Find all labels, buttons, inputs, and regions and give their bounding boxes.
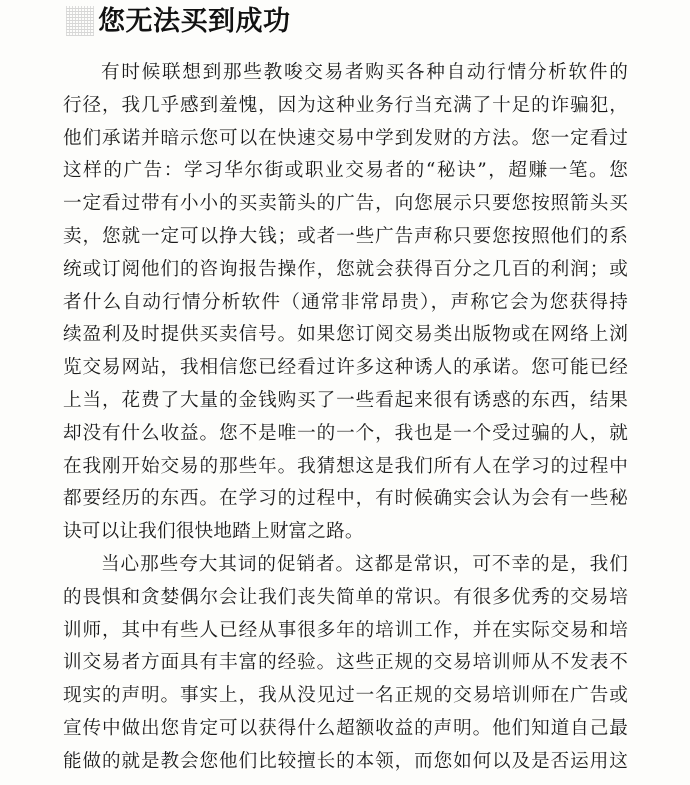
body-text xyxy=(63,57,628,779)
text-line: 他们承诺并暗示您可以在快速交易中学到发财的方法。您一定看过 xyxy=(63,127,628,149)
text-line: 这样的广告：学习华尔街或职业交易者的“秘诀”，超赚一笔。您 xyxy=(63,160,628,182)
text-line: 者什么自动行情分析软件（通常非常昂贵），声称它会为您获得持 xyxy=(63,291,628,313)
text-line: 在我刚开始交易的那些年。我猜想这是我们所有人在学习的过程中 xyxy=(63,455,628,477)
text-line: 一定看过带有小小的买卖箭头的广告，向您展示只要您按照箭头买 xyxy=(63,193,628,215)
text-line: 宣传中做出您肯定可以获得什么超额收益的声明。他们知道自己最 xyxy=(63,717,628,739)
text-line: 却没有什么收益。您不是唯一的一个，我也是一个受过骗的人，就 xyxy=(63,422,628,444)
text-line: 都要经历的东西。在学习的过程中，有时候确实会认为会有一些秘 xyxy=(63,488,628,510)
text-line: 诀可以让我们很快地踏上财富之路。 xyxy=(63,521,364,543)
text-line: 的畏惧和贪婪偶尔会让我们丧失简单的常识。有很多优秀的交易培 xyxy=(63,586,628,608)
text-line: 能做的就是教会您他们比较擅长的本领，而您如何以及是否运用这 xyxy=(63,750,628,772)
text-line: 统或订阅他们的咨询报告操作，您就会获得百分之几百的利润；或 xyxy=(63,258,628,280)
text-line: 当心那些夸大其词的促销者。这都是常识，可不幸的是，我们 xyxy=(101,553,628,575)
text-line: 览交易网站，我相信您已经看过许多这种诱人的承诺。您可能已经 xyxy=(63,357,628,379)
text-line: 续盈利及时提供买卖信号。如果您订阅交易类出版物或在网络上浏 xyxy=(63,324,628,346)
text-line: 有时候联想到那些教唆交易者购买各种自动行情分析软件的 xyxy=(101,62,628,83)
text-line: 卖，您就一定可以挣大钱；或者一些广告声称只要您按照他们的系 xyxy=(63,225,628,247)
text-line: 现实的声明。事实上，我从没见过一名正规的交易培训师在广告或 xyxy=(63,685,628,707)
text-line: 训师，其中有些人已经从事很多年的培训工作，并在实际交易和培 xyxy=(63,619,628,641)
text-line: 训交易者方面具有丰富的经验。这些正规的交易培训师从不发表不 xyxy=(63,652,628,674)
text-line: 行径，我几乎感到羞愧，因为这种业务行当充满了十足的诈骗犯， xyxy=(63,94,628,116)
section-title: 您无法买到成功 xyxy=(98,6,291,37)
scan-artifact xyxy=(66,6,94,36)
paragraph-2 xyxy=(63,549,628,779)
paragraph-1 xyxy=(63,57,628,549)
text-line: 上当，花费了大量的金钱购买了一些看起来很有诱惑的东西，结果 xyxy=(63,389,628,411)
